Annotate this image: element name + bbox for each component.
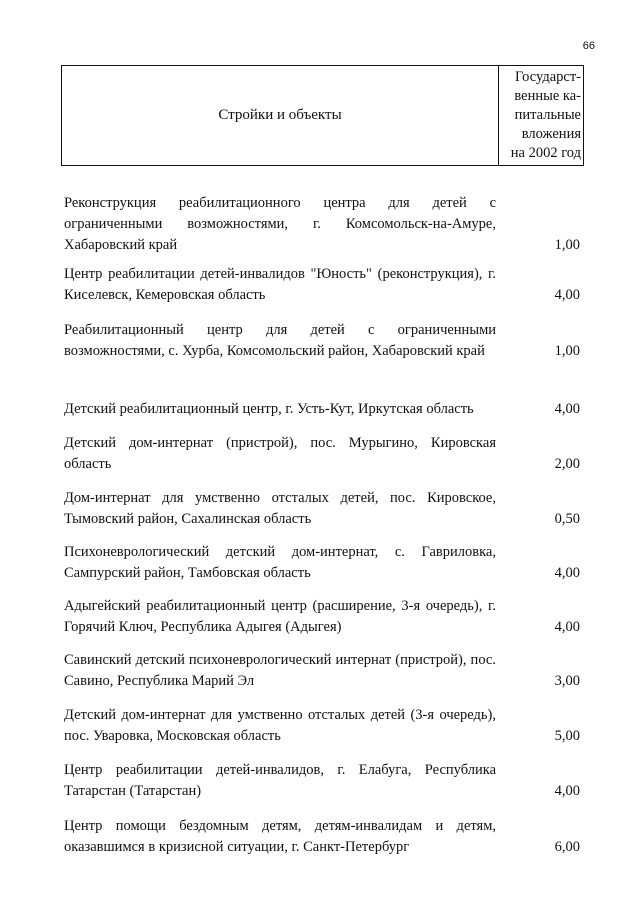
investment-value: 4,00: [554, 783, 580, 799]
object-name: Центр реабилитации детей-инвалидов, г. Елабуга, Республика Татарстан (Татарстан): [64, 762, 496, 799]
investment-header-line: венные ка-: [514, 88, 581, 104]
list-item: [64, 264, 580, 306]
list-item: [64, 320, 580, 362]
object-name: Адыгейский реабилитационный центр (расширение, 3-я очередь), г. Горячий Ключ, Республика Адыгея (Адыгея): [64, 598, 496, 635]
list-item: [64, 596, 580, 638]
list-item: [64, 760, 580, 802]
investment-value: 6,00: [554, 839, 580, 855]
investment-value: 4,00: [554, 619, 580, 635]
investment-value: 4,00: [554, 565, 580, 581]
list-item: [64, 488, 580, 530]
investment-value: 1,00: [554, 343, 580, 359]
page-number: 66: [582, 40, 595, 52]
investment-header-line: питальные: [514, 107, 581, 123]
investment-header-line: вложения: [521, 126, 581, 142]
object-name: Детский реабилитационный центр, г. Усть-Кут, Иркутская область: [64, 401, 474, 417]
object-name: Савинский детский психоневрологический интернат (пристрой), пос. Савино, Республика Марий Эл: [64, 652, 496, 689]
investment-header-line: на 2002 год: [510, 145, 581, 161]
list-item: [64, 193, 580, 256]
investment-header-line: Государст-: [515, 69, 581, 85]
list-item: [64, 705, 580, 747]
object-name: Психоневрологический детский дом-интернат, с. Гавриловка, Сампурский район, Тамбовская область: [64, 544, 496, 581]
investment-value: 3,00: [554, 673, 580, 689]
objects-column-header: Стройки и объекты: [62, 66, 499, 165]
object-name: Детский дом-интернат для умственно отсталых детей (3-я очередь), пос. Уваровка, Московская область: [64, 707, 496, 744]
investment-value: 4,00: [554, 287, 580, 303]
object-name: Дом-интернат для умственно отсталых детей, пос. Кировское, Тымовский район, Сахалинская область: [64, 490, 496, 527]
investment-value: 5,00: [554, 728, 580, 744]
object-name: Реабилитационный центр для детей с ограниченными возможностями, с. Хурба, Комсомольский район, Хабаровский край: [64, 322, 496, 359]
list-item: [64, 399, 580, 420]
investment-value: 0,50: [554, 511, 580, 527]
object-name: Детский дом-интернат (пристрой), пос. Мурыгино, Кировская область: [64, 435, 496, 472]
object-name: Реконструкция реабилитационного центра для детей с ограниченными возможностями, г. Комсомольск-на-Амуре, Хабаровский край: [64, 195, 496, 253]
list-item: [64, 542, 580, 584]
list-item: [64, 433, 580, 475]
list-item: [64, 650, 580, 692]
list-item: [64, 816, 580, 858]
object-name: Центр помощи бездомным детям, детям-инвалидам и детям, оказавшимся в кризисной ситуации, г. Санкт-Петербург: [64, 818, 496, 855]
investment-value: 2,00: [554, 456, 580, 472]
investment-value: 4,00: [554, 401, 580, 417]
investment-value: 1,00: [554, 237, 580, 253]
object-name: Центр реабилитации детей-инвалидов "Юность" (реконструкция), г. Киселевск, Кемеровская область: [64, 266, 496, 303]
